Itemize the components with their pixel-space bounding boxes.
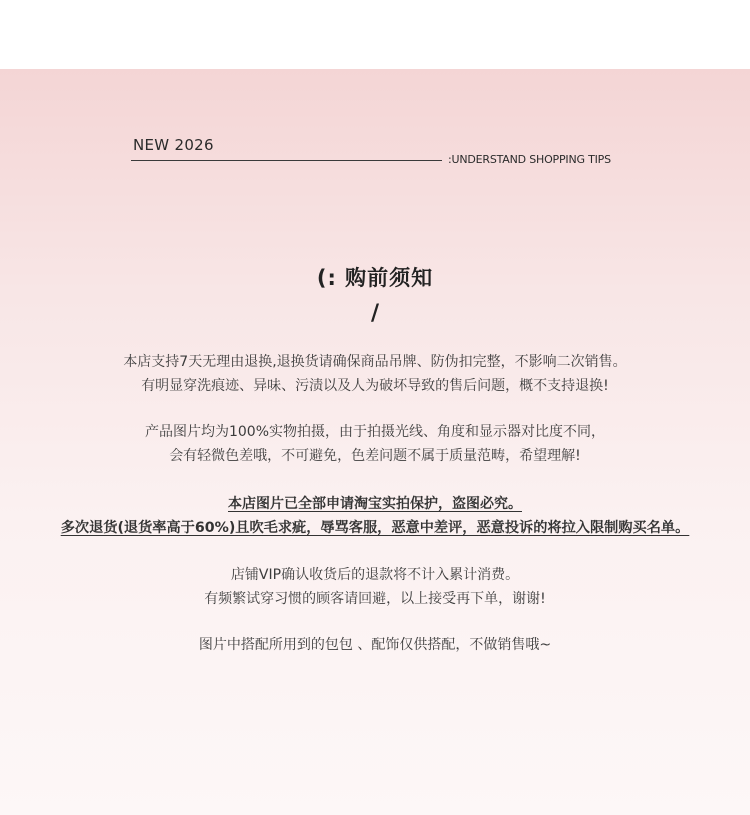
vip-refund-paragraph bbox=[0, 563, 750, 611]
title-slash: / bbox=[370, 301, 380, 326]
paragraph-line: 多次退货(退货率高于60%)且吹毛求疵，辱骂客服，恶意中差评，恶意投诉的将拉入限制购买名单。 bbox=[60, 520, 690, 536]
paragraph-line: 有明显穿洗痕迹、异味、污渍以及人为破坏导致的售后问题，概不支持退换! bbox=[141, 378, 609, 394]
return-policy-paragraph bbox=[0, 350, 750, 398]
paragraph-line: 产品图片均为100%实物拍摄，由于拍摄光线、角度和显示器对比度不同， bbox=[144, 424, 606, 440]
page-title: (: 购前须知 bbox=[316, 266, 434, 290]
accessories-paragraph bbox=[0, 633, 750, 657]
paragraph-line: 本店支持7天无理由退换,退换货请确保商品吊牌、防伪扣完整，不影响二次销售。 bbox=[123, 354, 627, 370]
header-new-label: NEW 2026 bbox=[133, 136, 214, 154]
paragraph-line: 本店图片已全部申请淘宝实拍保护，盗图必究。 bbox=[228, 496, 522, 512]
header-divider bbox=[131, 160, 442, 161]
paragraph-line: 有频繁试穿习惯的顾客请回避，以上接受再下单，谢谢! bbox=[204, 591, 546, 607]
color-difference-paragraph bbox=[0, 420, 750, 468]
header-tips-label: :UNDERSTAND SHOPPING TIPS bbox=[448, 153, 611, 166]
image-protection-paragraph bbox=[0, 492, 750, 540]
paragraph-line: 图片中搭配所用到的包包 、配饰仅供搭配，不做销售哦~ bbox=[198, 637, 552, 653]
paragraph-line: 店铺VIP确认收货后的退款将不计入累计消费。 bbox=[230, 567, 520, 583]
paragraph-line: 会有轻微色差哦，不可避免，色差问题不属于质量范畴，希望理解! bbox=[169, 448, 581, 464]
